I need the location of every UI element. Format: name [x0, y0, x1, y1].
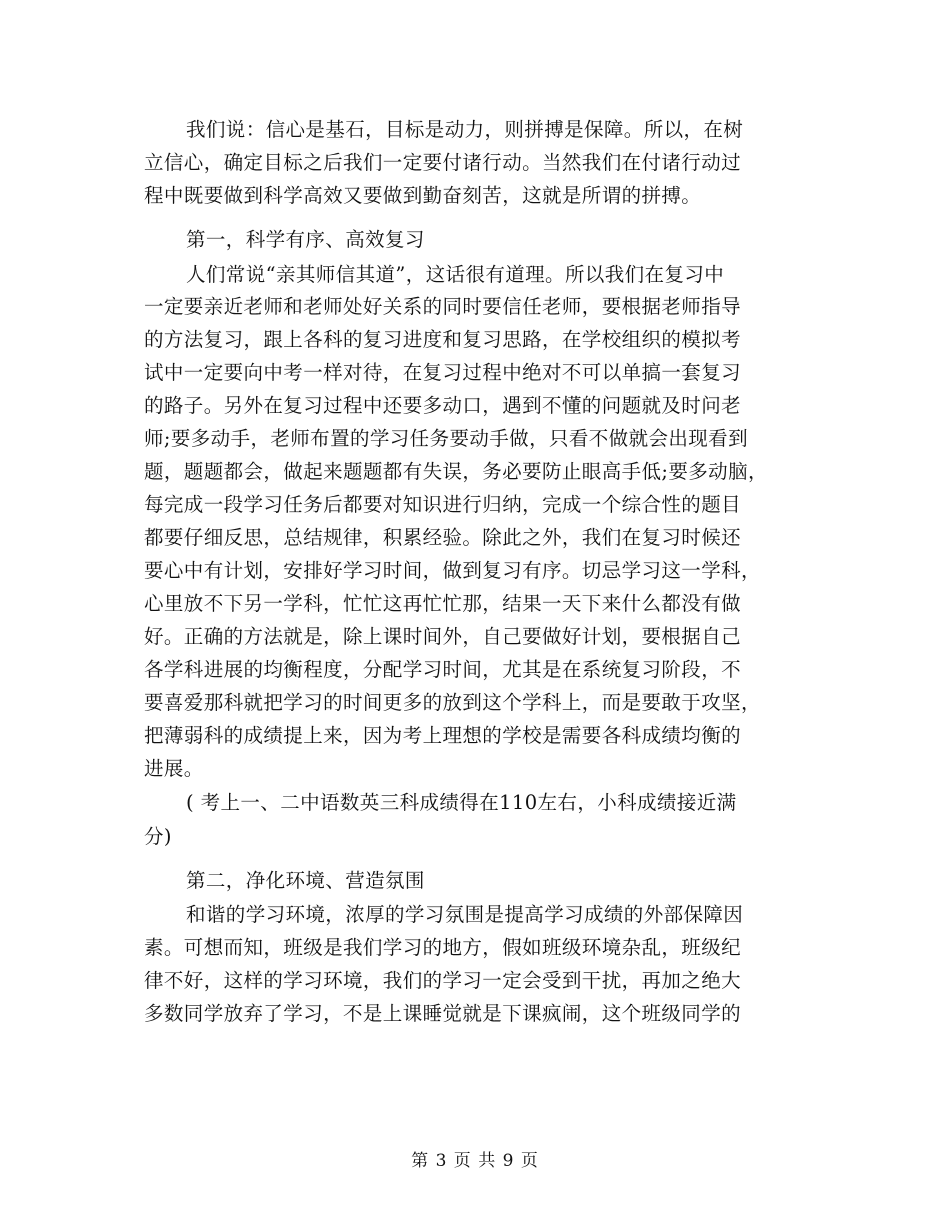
paragraph-line: 程中既要做到科学高效又要做到勤奋刻苦，这就是所谓的拼搏。: [144, 184, 702, 207]
paragraph-line: 都要仔细反思，总结规律，积累经验。除此之外，我们在复习时候还: [144, 526, 742, 549]
paragraph-line: 立信心，确定目标之后我们一定要付诸行动。当然我们在付诸行动过: [144, 151, 742, 174]
paragraph-line: 多数同学放弃了学习，不是上课睡觉就是下课疯闹，这个班级同学的: [144, 1002, 742, 1025]
paragraph-line: 的路子。另外在复习过程中还要多动口，遇到不懂的问题就及时问老: [144, 394, 742, 417]
paragraph-line: 素。可想而知，班级是我们学习的地方，假如班级环境杂乱，班级纪: [144, 936, 742, 959]
paragraph-line: 好。正确的方法就是，除上课时间外，自己要做好计划，要根据自己: [144, 625, 742, 648]
paragraph-line: 把薄弱科的成绩提上来，因为考上理想的学校是需要各科成绩均衡的: [144, 724, 742, 747]
paragraph-line: 要心中有计划，安排好学习时间，做到复习有序。切忌学习这一学科，: [144, 559, 761, 582]
paragraph-line: 每完成一段学习任务后都要对知识进行归纳，完成一个综合性的题目: [144, 493, 742, 516]
paragraph-line: 和谐的学习环境，浓厚的学习氛围是提高学习成绩的外部保障因: [186, 903, 744, 926]
paragraph-line: 题，题题都会，做起来题题都有失误，务必要防止眼高手低;要多动脑，: [144, 460, 768, 483]
paragraph-line: ( 考上一、二中语数英三科成绩得在110左右，小科成绩接近满: [186, 791, 737, 814]
section-heading: 第一，科学有序、高效复习: [186, 228, 425, 251]
paragraph-line: 分): [144, 825, 172, 848]
page-number: 第 3 页 共 9 页: [411, 1151, 539, 1171]
paragraph-line: 进展。: [144, 757, 204, 780]
paragraph-line: 试中一定要向中考一样对待，在复习过程中绝对不可以单搞一套复习: [144, 361, 742, 384]
paragraph-line: 人们常说“亲其师信其道”，这话很有道理。所以我们在复习中: [186, 263, 725, 286]
paragraph-line: 我们说：信心是基石，目标是动力，则拼搏是保障。所以，在树: [186, 118, 744, 141]
section-heading: 第二，净化环境、营造氛围: [186, 869, 425, 892]
paragraph-line: 各学科进展的均衡程度，分配学习时间，尤其是在系统复习阶段，不: [144, 658, 742, 681]
paragraph-line: 心里放不下另一学科，忙忙这再忙忙那，结果一天下来什么都没有做: [144, 592, 742, 615]
paragraph-line: 律不好，这样的学习环境，我们的学习一定会受到干扰，再加之绝大: [144, 969, 742, 992]
paragraph-line: 师;要多动手，老师布置的学习任务要动手做，只看不做就会出现看到: [144, 427, 748, 450]
paragraph-line: 的方法复习，跟上各科的复习进度和复习思路，在学校组织的模拟考: [144, 328, 742, 351]
paragraph-line: 一定要亲近老师和老师处好关系的同时要信任老师，要根据老师指导: [144, 295, 742, 318]
paragraph-line: 要喜爱那科就把学习的时间更多的放到这个学科上，而是要敢于攻坚，: [144, 691, 761, 714]
